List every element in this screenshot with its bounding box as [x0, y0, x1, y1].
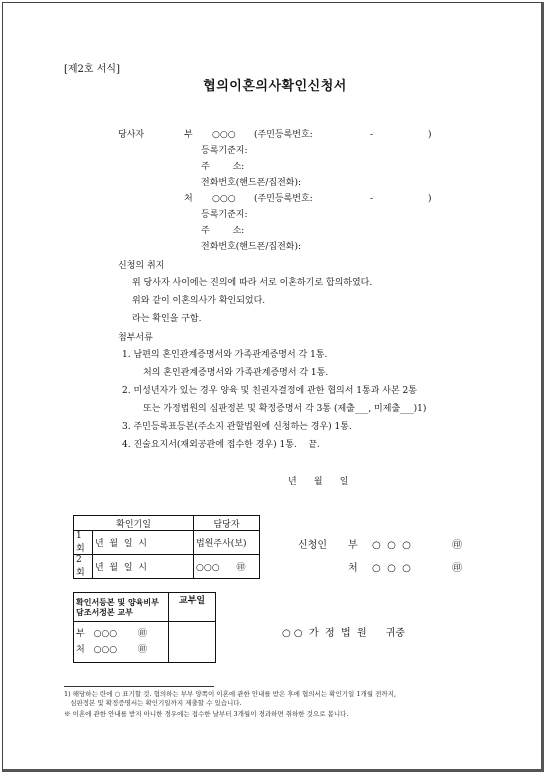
applicant-wife-name: ○ ○ ○ — [372, 563, 411, 574]
wife-role: 처 — [184, 194, 193, 204]
recipient-role: 부 — [76, 629, 85, 639]
seal-mark: ㊞ — [138, 645, 148, 655]
document-title: 협의이혼의사확인신청서 — [203, 79, 347, 94]
staff-cell — [194, 555, 260, 579]
staff-header: 담당자 — [194, 516, 260, 531]
attachments-heading: 첨부서류 — [118, 333, 153, 343]
wife-phone-label: 전화번호(핸드폰/집전화): — [201, 242, 302, 252]
list-item — [76, 626, 166, 642]
husband-rrn-dash: - — [370, 130, 374, 140]
delivery-date-header: 교부일 — [169, 593, 216, 622]
wife-name: ○○○ — [212, 194, 236, 204]
husband-rrn-label: (주민등록번호: — [254, 130, 313, 140]
footnote-line: ※ 이혼에 관한 안내를 받지 아니한 경우에는 접수한 날부터 3개월이 경과하면 취하한 것으로 봅니다. — [64, 710, 349, 718]
seal-mark: ㊞ — [138, 629, 148, 639]
applicant-husband-name: ○ ○ ○ — [372, 540, 411, 551]
husband-name: ○○○ — [212, 130, 236, 140]
delivery-header: 확인서등본 및 양육비부담조서정본 교부 — [74, 593, 169, 622]
staff-title: 법원주사(보) — [194, 531, 260, 555]
recipient-name: ○○○ — [93, 629, 118, 639]
round-label: 1회 — [74, 531, 93, 555]
husband-rrn-close: ) — [428, 130, 432, 140]
confirmation-table — [73, 515, 260, 579]
recipient-name: ○○○ — [93, 645, 118, 655]
attachment-line: 또는 가정법원의 심판정본 및 확정증명서 각 3통 (제출___, 미제출___)1) — [143, 404, 427, 414]
footnote-divider — [64, 686, 214, 687]
husband-address-label: 주 소: — [201, 162, 245, 172]
confirm-date: 년 월 일 시 — [93, 531, 194, 555]
wife-address-label: 주 소: — [201, 226, 245, 236]
delivery-table — [73, 592, 216, 663]
table-row — [74, 622, 216, 663]
husband-registry-label: 등록기준지: — [201, 146, 248, 156]
wife-rrn-close: ) — [428, 194, 432, 204]
confirm-date-header: 확인기일 — [74, 516, 194, 531]
form-number: [제2호 서식] — [64, 64, 120, 75]
purpose-line: 위 당사자 사이에는 진의에 따라 서로 이혼하기로 합의하였다. — [132, 278, 373, 288]
applicant-husband-seal: ㊞ — [452, 540, 462, 551]
staff-name: ○○○ — [196, 563, 220, 573]
husband-role: 부 — [184, 130, 193, 140]
applicant-wife-seal: ㊞ — [452, 563, 462, 574]
court-addressee: ○ ○ 가 정 법 원 귀중 — [282, 628, 406, 639]
purpose-line: 위와 같이 이혼의사가 확인되었다. — [132, 296, 266, 306]
parties-label: 당사자 — [118, 130, 145, 140]
attachment-line: 1. 남편의 혼인관계증명서와 가족관계증명서 각 1통. — [122, 350, 328, 360]
delivery-date-cell — [169, 622, 216, 663]
attachment-line: 4. 진술요지서(재외공관에 접수한 경우) 1통. 끝. — [122, 440, 320, 450]
applicant-label: 신청인 — [298, 540, 327, 551]
table-row — [74, 555, 260, 579]
round-label: 2회 — [74, 555, 93, 579]
recipient-role: 처 — [76, 645, 85, 655]
confirm-date: 년 월 일 시 — [93, 555, 194, 579]
wife-rrn-label: (주민등록번호: — [254, 194, 313, 204]
footnote-line: 심판정본 및 확정증명서는 확인기일까지 제출할 수 있습니다. — [64, 699, 242, 707]
purpose-heading: 신청의 취지 — [118, 261, 165, 271]
attachment-line: 3. 주민등록표등본(주소지 관할법원에 신청하는 경우) 1통. — [122, 422, 352, 432]
list-item — [76, 642, 166, 658]
date-line: 년 월 일 — [288, 477, 349, 487]
footnote-line: 1) 해당하는 란에 ○ 표기할 것. 협의하는 부부 양쪽이 이혼에 관한 안내를 받은 후에 협의서는 확인기일 1개월 전까지, — [64, 690, 397, 698]
wife-rrn-dash: - — [370, 194, 374, 204]
applicant-wife-role: 처 — [348, 563, 358, 574]
seal-mark: ㊞ — [236, 563, 246, 573]
applicant-husband-role: 부 — [348, 540, 358, 551]
attachment-line: 처의 혼인관계증명서와 가족관계증명서 각 1통. — [143, 368, 329, 378]
table-row — [74, 531, 260, 555]
purpose-line: 라는 확인을 구함. — [132, 314, 202, 324]
attachment-line: 2. 미성년자가 있는 경우 양육 및 친권자결정에 관한 협의서 1통과 사본 2통 — [122, 386, 417, 396]
delivery-recipients — [74, 622, 169, 663]
wife-registry-label: 등록기준지: — [201, 210, 248, 220]
husband-phone-label: 전화번호(핸드폰/집전화): — [201, 178, 302, 188]
